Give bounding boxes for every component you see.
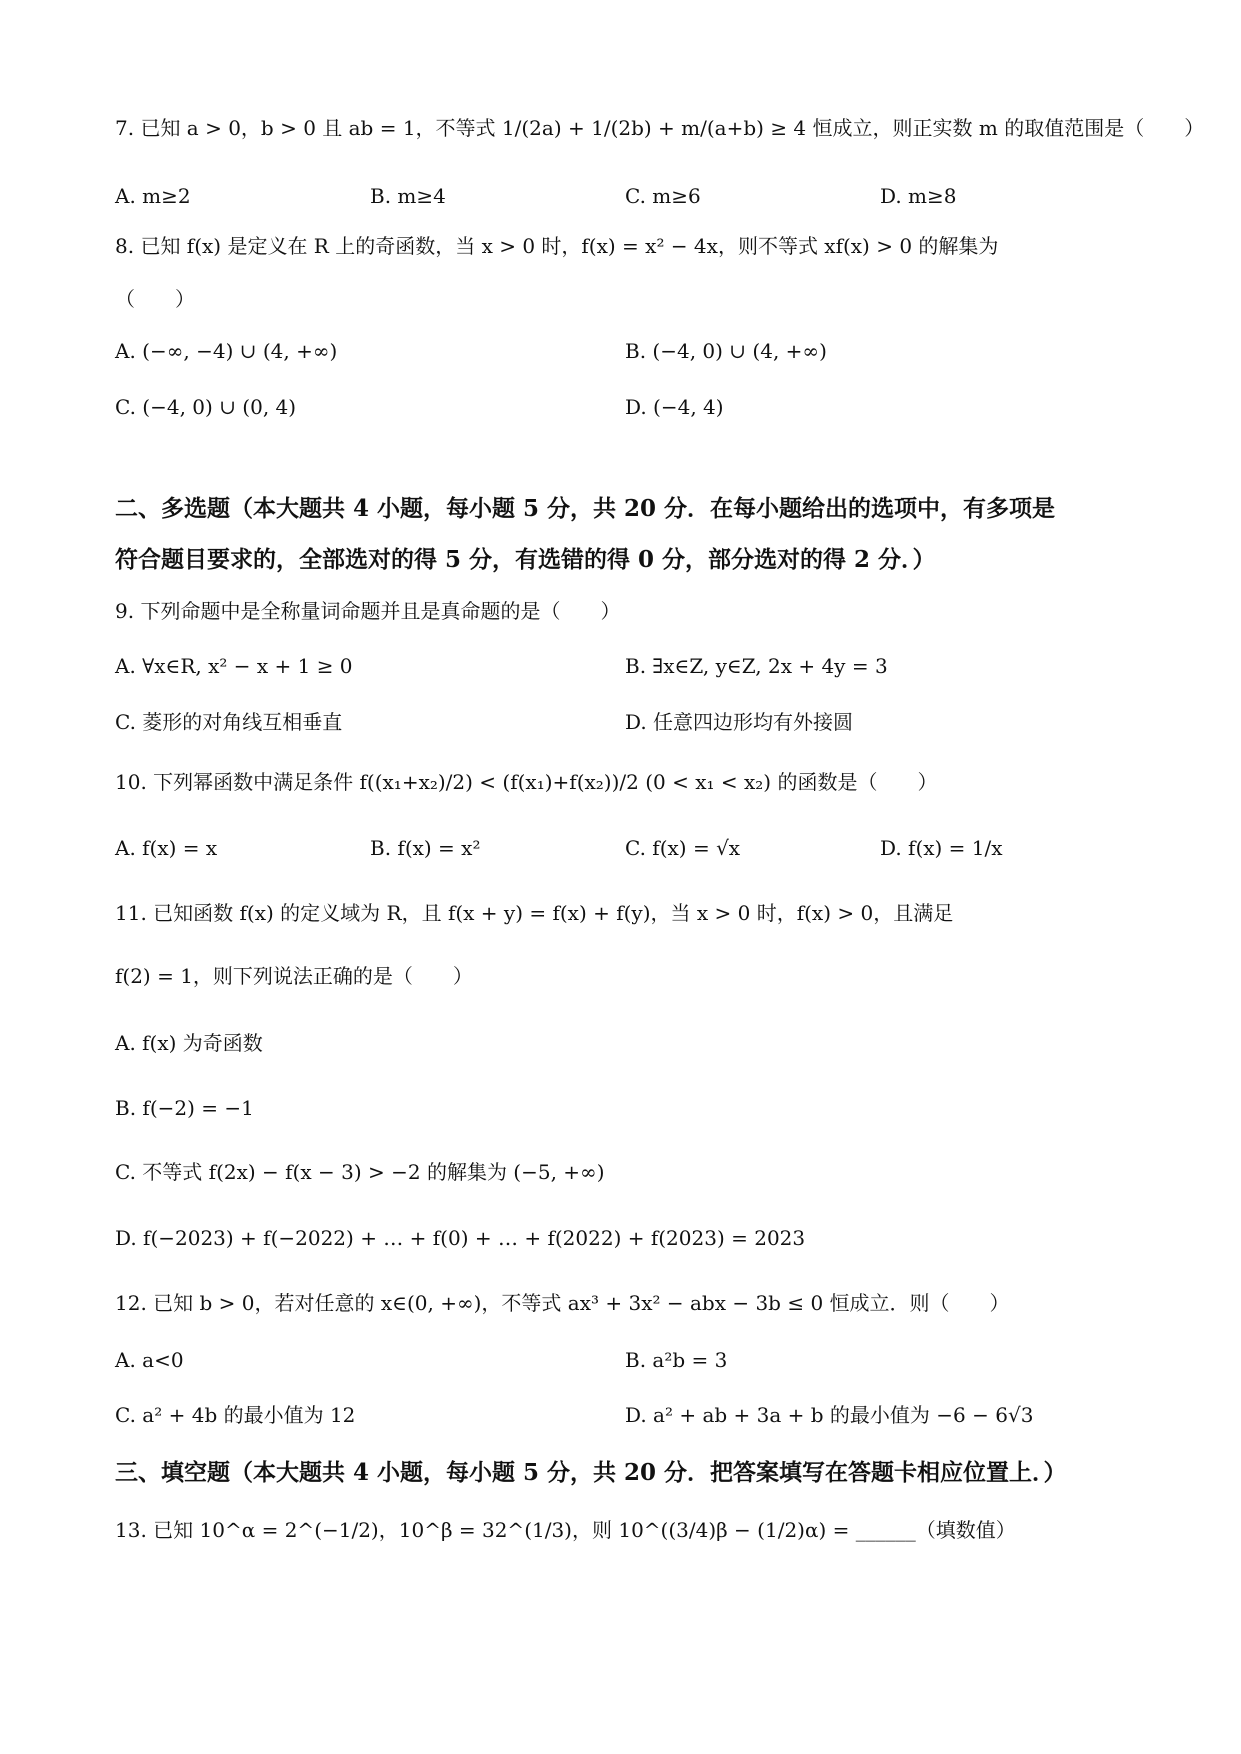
question-11-stem-cont: f(2) = 1，则下列说法正确的是（ ） [115, 964, 473, 988]
q12-option-a: A. a<0 [115, 1348, 184, 1372]
q12-option-c: C. a² + 4b 的最小值为 12 [115, 1403, 356, 1427]
question-13-stem: 13. 已知 10^α = 2^(−1/2)，10^β = 32^(1/3)，则 10^((3/4)β − (1/2)α) = ______（填数值） [115, 1518, 1016, 1542]
q10-option-d: D. f(x) = 1/x [880, 836, 1003, 860]
q10-option-c: C. f(x) = √x [625, 836, 741, 860]
q9-option-b: B. ∃x∈Z, y∈Z, 2x + 4y = 3 [625, 654, 888, 678]
question-11-stem: 11. 已知函数 f(x) 的定义域为 R，且 f(x + y) = f(x) + f(y)，当 x > 0 时，f(x) > 0，且满足 [115, 901, 954, 925]
question-8-stem: 8. 已知 f(x) 是定义在 R 上的奇函数，当 x > 0 时，f(x) = x² − 4x，则不等式 xf(x) > 0 的解集为 [115, 234, 999, 258]
q8-option-a: A. (−∞, −4) ∪ (4, +∞) [115, 339, 338, 363]
section-3-title: 三、填空题（本大题共 4 小题，每小题 5 分，共 20 分．把答案填写在答题卡相应位置上．） [115, 1459, 1067, 1486]
q11-option-b: B. f(−2) = −1 [115, 1096, 254, 1120]
q9-option-a: A. ∀x∈R, x² − x + 1 ≥ 0 [115, 654, 353, 678]
q9-option-d: D. 任意四边形均有外接圆 [625, 710, 854, 734]
q11-option-c: C. 不等式 f(2x) − f(x − 3) > −2 的解集为 (−5, +∞) [115, 1160, 605, 1184]
q8-option-c: C. (−4, 0) ∪ (0, 4) [115, 395, 297, 419]
q11-option-a: A. f(x) 为奇函数 [115, 1031, 263, 1055]
q7-option-a: A. m≥2 [115, 184, 191, 208]
question-12-stem: 12. 已知 b > 0，若对任意的 x∈(0, +∞)，不等式 ax³ + 3x² − abx − 3b ≤ 0 恒成立．则（ ） [115, 1291, 1010, 1315]
question-10-stem: 10. 下列幂函数中满足条件 f((x₁+x₂)/2) < (f(x₁)+f(x₂))/2 (0 < x₁ < x₂) 的函数是（ ） [115, 770, 938, 794]
q7-option-b: B. m≥4 [370, 184, 446, 208]
q12-option-b: B. a²b = 3 [625, 1348, 728, 1372]
q8-option-d: D. (−4, 4) [625, 395, 724, 419]
question-7-stem: 7. 已知 a > 0，b > 0 且 ab = 1，不等式 1/(2a) + 1/(2b) + m/(a+b) ≥ 4 恒成立，则正实数 m 的取值范围是（ ） [115, 116, 1205, 140]
section-2-title-line1: 二、多选题（本大题共 4 小题，每小题 5 分，共 20 分．在每小题给出的选项中，有多项是 [115, 495, 1056, 522]
q7-option-d: D. m≥8 [880, 184, 957, 208]
q11-option-d: D. f(−2023) + f(−2022) + … + f(0) + … + f(2022) + f(2023) = 2023 [115, 1226, 806, 1250]
q12-option-d: D. a² + ab + 3a + b 的最小值为 −6 − 6√3 [625, 1403, 1034, 1427]
section-2-title-line2: 符合题目要求的，全部选对的得 5 分，有选错的得 0 分，部分选对的得 2 分．） [115, 546, 936, 573]
q10-option-b: B. f(x) = x² [370, 836, 481, 860]
q9-option-c: C. 菱形的对角线互相垂直 [115, 710, 343, 734]
q8-option-b: B. (−4, 0) ∪ (4, +∞) [625, 339, 827, 363]
question-9-stem: 9. 下列命题中是全称量词命题并且是真命题的是（ ） [115, 599, 621, 623]
q10-option-a: A. f(x) = x [115, 836, 218, 860]
q7-option-c: C. m≥6 [625, 184, 701, 208]
question-8-stem-cont: （ ） [115, 287, 195, 311]
